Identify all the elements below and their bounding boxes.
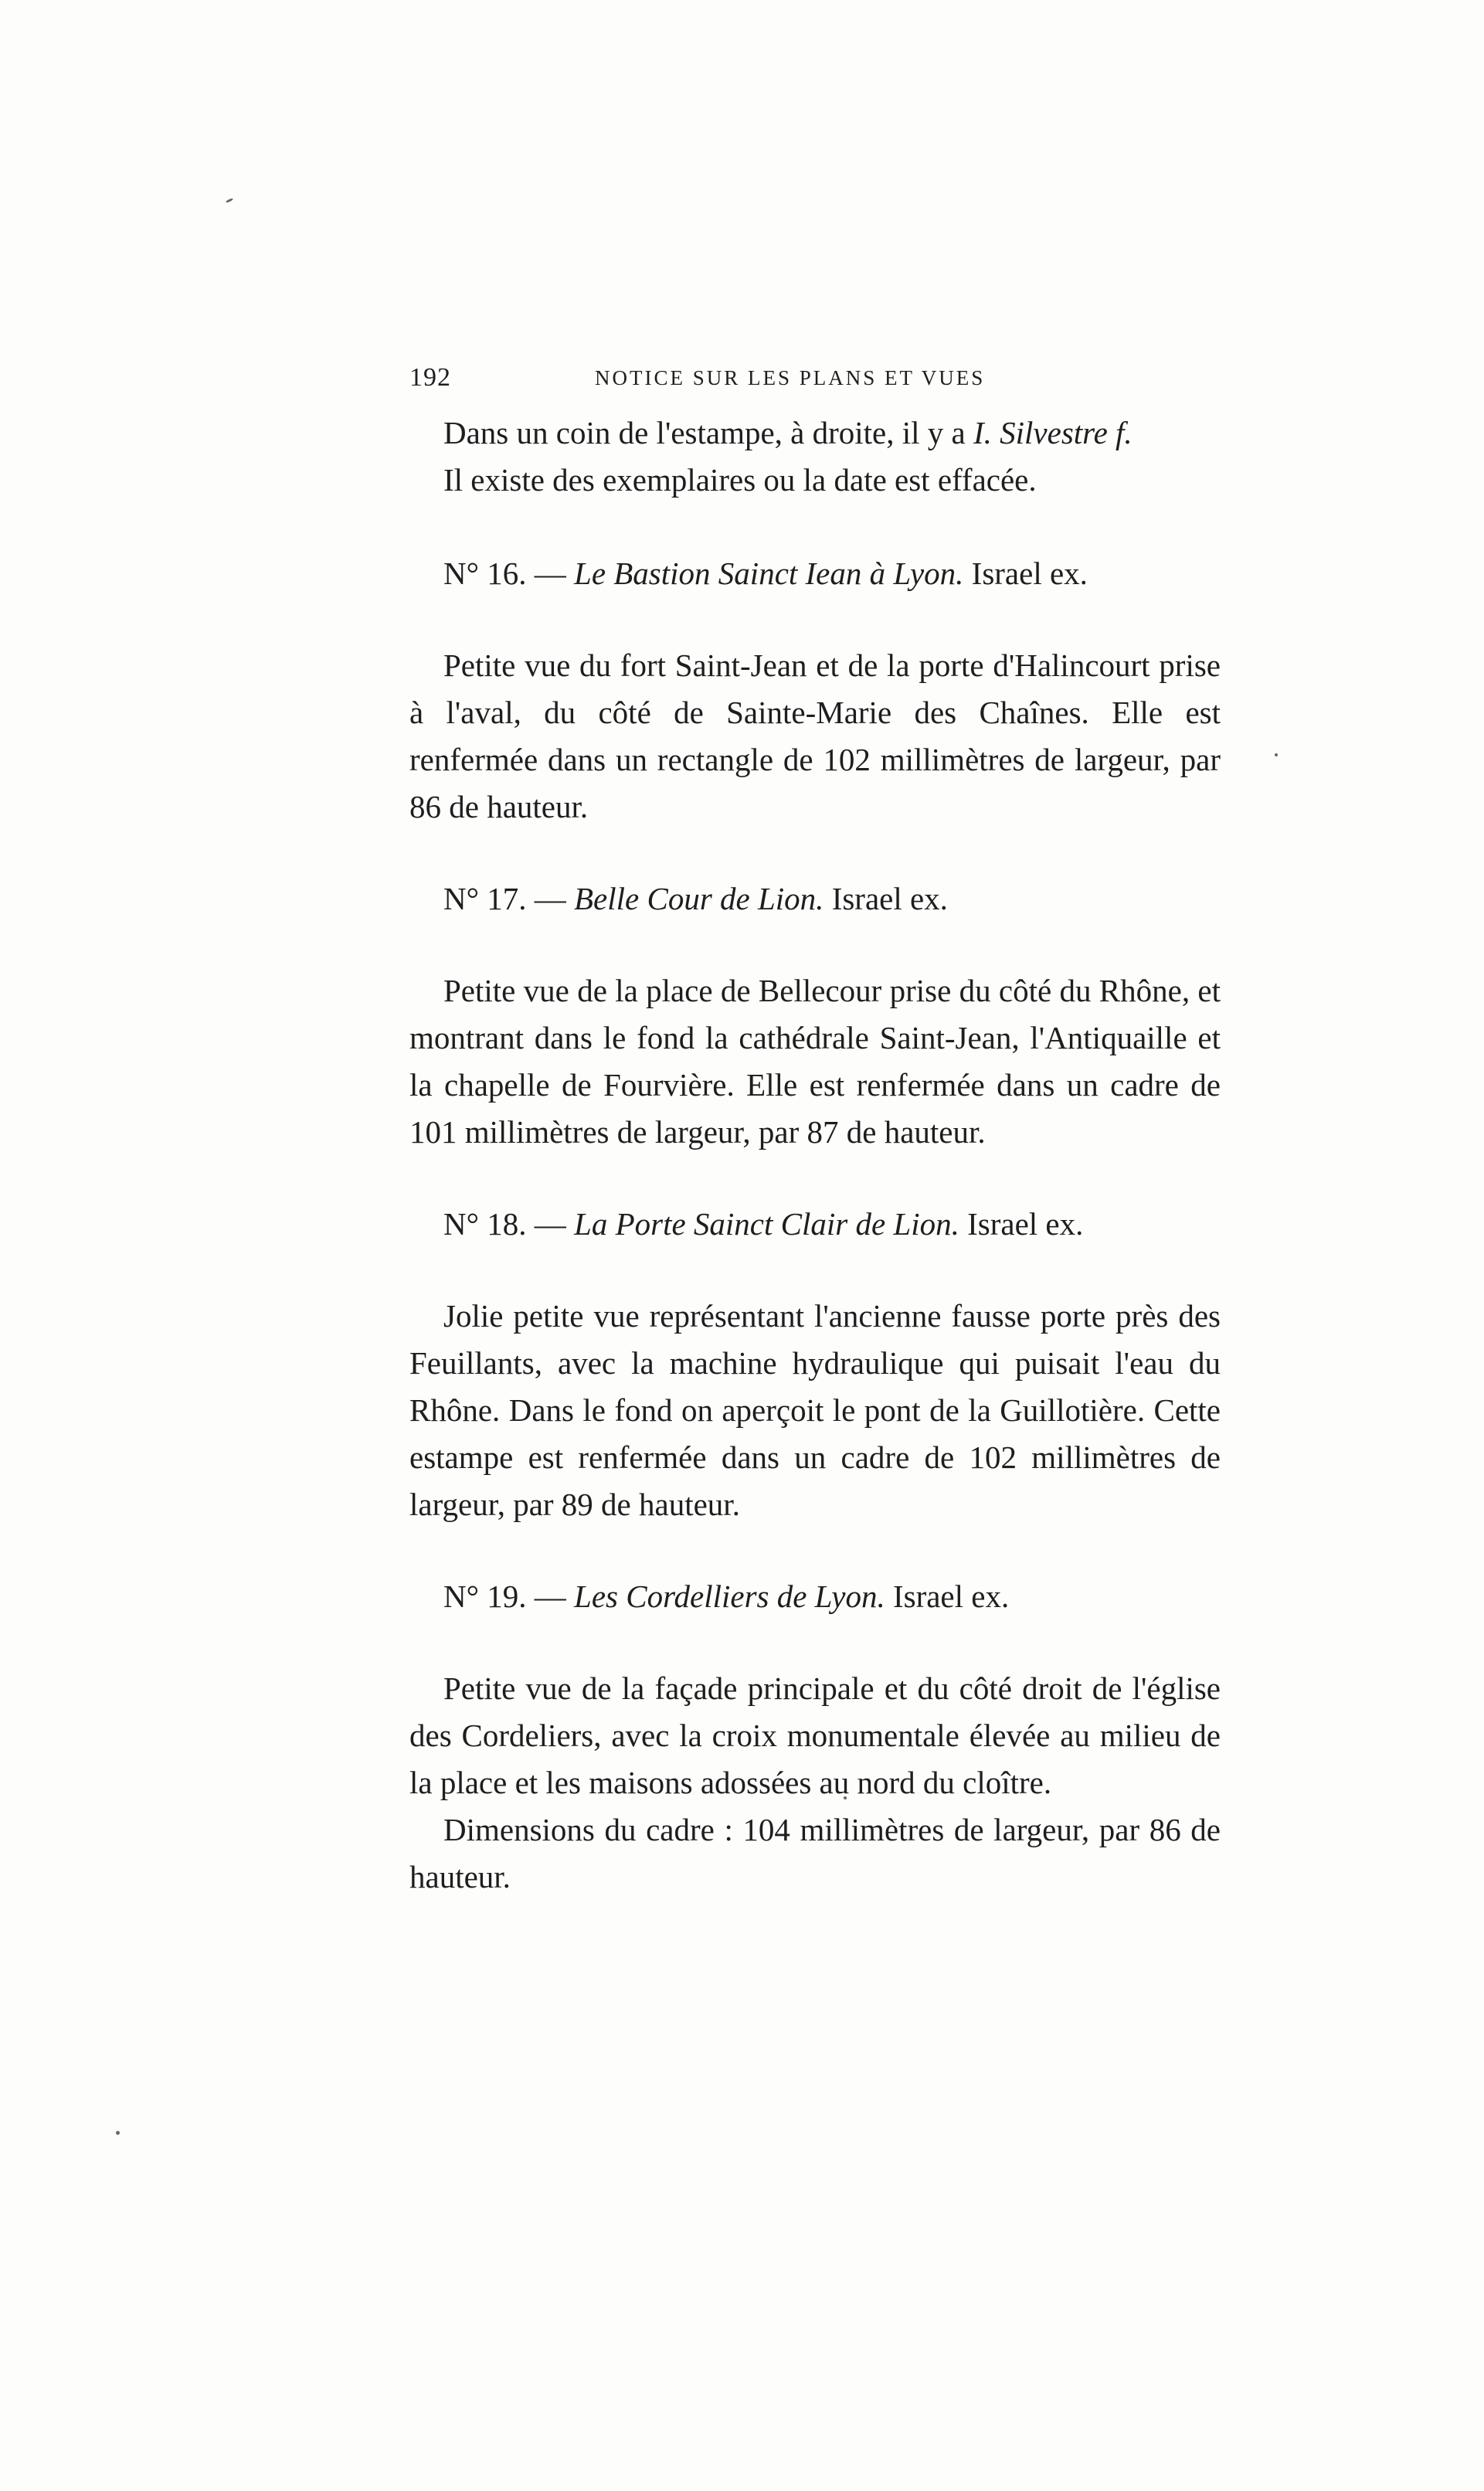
entry-description-17 [409,967,1221,1156]
entry-title: Le Bastion Sainct Iean à Lyon. [574,556,964,591]
entry-number: N° 16. — [443,556,575,591]
intro-line-1 [409,410,1221,457]
entry-suffix: Israel ex. [959,1206,1084,1242]
entry-description-16 [409,642,1221,831]
description-paragraph: Petite vue de la place de Bellecour prise du côté du Rhône, et montrant dans le fond la cathédrale Saint-Jean, l'Antiquaille et la chapelle de Fourvière. Elle est renfermée dans un cadre de 101 millimètres de largeur, par 87 de hauteur. [409,973,1221,1150]
entry-heading-17 [409,875,1221,923]
engraver-signature: I. Silvestre f. [973,415,1133,450]
scan-speck [116,2131,120,2135]
entry-description-19 [409,1665,1221,1901]
running-header [409,363,1221,410]
description-paragraph: Petite vue de la façade principale et du côté droit de l'église des Cordeliers, avec la croix monumentale élevée au milieu de la place et les maisons adossées au nord du cloître. [409,1670,1221,1800]
entry-title: Les Cordelliers de Lyon. [574,1579,885,1614]
entry-description-18 [409,1293,1221,1528]
entry-title: Belle Cour de Lion. [574,881,824,916]
dimensions-paragraph: Dimensions du cadre : 104 millimètres de largeur, par 86 de hauteur. [409,1812,1221,1895]
intro-line-2: Il existe des exemplaires ou la date est effacée. [443,462,1037,498]
page-content [409,363,1221,1901]
entry-heading-19 [409,1573,1221,1620]
entry-suffix: Israel ex. [824,881,948,916]
entry-number: N° 18. — [443,1206,575,1242]
page-number: 192 [409,363,451,392]
entry-heading-16 [409,550,1221,597]
description-paragraph: Jolie petite vue représentant l'ancienne fausse porte près des Feuillants, avec la machine hydraulique qui puisait l'eau du Rhône. Dans le fond on aperçoit le pont de la Guillotière. Cette estampe est renfermée dans un cadre de 102 millimètres de largeur, par 89 de hauteur. [409,1298,1221,1522]
scan-speck [1275,753,1278,756]
entry-number: N° 19. — [443,1579,575,1614]
running-title: NOTICE SUR LES PLANS ET VUES [595,366,986,389]
entry-suffix: Israel ex. [885,1579,1010,1614]
entry-suffix: Israel ex. [963,556,1088,591]
entry-heading-18 [409,1201,1221,1248]
description-paragraph: Petite vue du fort Saint-Jean et de la porte d'Halincourt prise à l'aval, du côté de Sainte-Marie des Chaînes. Elle est renfermée dans un rectangle de 102 millimètres de largeur, par 86 de hauteur. [409,647,1221,824]
intro-block [409,410,1221,504]
entry-title: La Porte Sainct Clair de Lion. [574,1206,959,1242]
intro-text: Dans un coin de l'estampe, à droite, il y a [443,415,973,450]
scan-speck [226,198,233,203]
entry-number: N° 17. — [443,881,575,916]
